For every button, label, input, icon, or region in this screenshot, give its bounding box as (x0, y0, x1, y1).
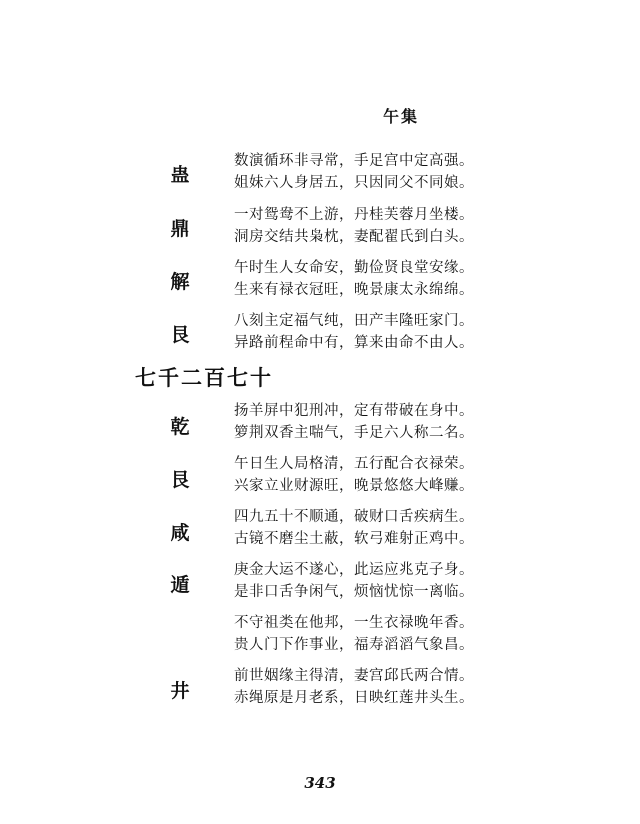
hexagram-label: 艮 (170, 469, 190, 491)
verse-line: 洞房交结共枭枕，妻配翟氏到白头。 (234, 229, 474, 245)
verse-block (234, 665, 474, 709)
verse-block (234, 400, 474, 444)
verse-line: 异路前程命中有，算来由命不由人。 (234, 335, 474, 351)
verse-line: 姐妹六人身居五，只因同父不同娘。 (234, 175, 474, 191)
page-number: 343 (304, 774, 336, 792)
verse-line: 扬羊屏中犯刑冲，定有带破在身中。 (234, 403, 474, 419)
section-title: 七千二百七十 (135, 365, 273, 390)
hexagram-label: 鼎 (170, 218, 190, 240)
verse-line: 前世姻缘主得清，妻宫邱氏两合情。 (234, 668, 474, 684)
hexagram-label: 遁 (170, 574, 190, 596)
verse-block (234, 257, 474, 301)
hexagram-label: 蛊 (170, 164, 190, 186)
page-header: 午集 (383, 107, 420, 126)
hexagram-label: 乾 (170, 416, 190, 438)
verse-block (234, 506, 474, 550)
verse-line: 数演循环非寻常，手足宫中定高强。 (234, 153, 474, 169)
verse-block (234, 612, 474, 656)
verse-block (234, 559, 474, 603)
verse-line: 是非口舌争闲气，烦恼忧惊一离临。 (234, 584, 474, 600)
verse-line: 庚金大运不遂心，此运应兆克子身。 (234, 562, 474, 578)
verse-line: 贵人门下作事业，福寿滔滔气象昌。 (234, 637, 474, 653)
hexagram-label: 解 (170, 271, 190, 293)
hexagram-label: 井 (170, 680, 190, 702)
hexagram-label: 艮 (170, 324, 190, 346)
verse-line: 一对鸳鸯不上游，丹桂芙蓉月坐楼。 (234, 207, 474, 223)
verse-line: 古镜不磨尘土蔽，软弓难射正鸡中。 (234, 531, 474, 547)
verse-line: 八刻主定福气纯，田产丰隆旺家门。 (234, 313, 474, 329)
verse-line: 不守祖类在他邦，一生衣禄晚年香。 (234, 615, 474, 631)
verse-line: 午时生人女命安，勤俭贤良堂安缘。 (234, 260, 474, 276)
hexagram-label: 咸 (170, 522, 190, 544)
verse-line: 兴家立业财源旺，晚景悠悠大峰赚。 (234, 478, 474, 494)
verse-line: 箩荆双香主喘气，手足六人称二名。 (234, 425, 474, 441)
verse-block (234, 310, 474, 354)
verse-line: 四九五十不顺通，破财口舌疾病生。 (234, 509, 474, 525)
verse-block (234, 150, 474, 194)
verse-line: 赤绳原是月老系，日映红莲井头生。 (234, 690, 474, 706)
verse-line: 午日生人局格清，五行配合衣禄荣。 (234, 456, 474, 472)
verse-line: 生来有禄衣冠旺，晚景康太永绵绵。 (234, 282, 474, 298)
verse-block (234, 453, 474, 497)
verse-block (234, 204, 474, 248)
